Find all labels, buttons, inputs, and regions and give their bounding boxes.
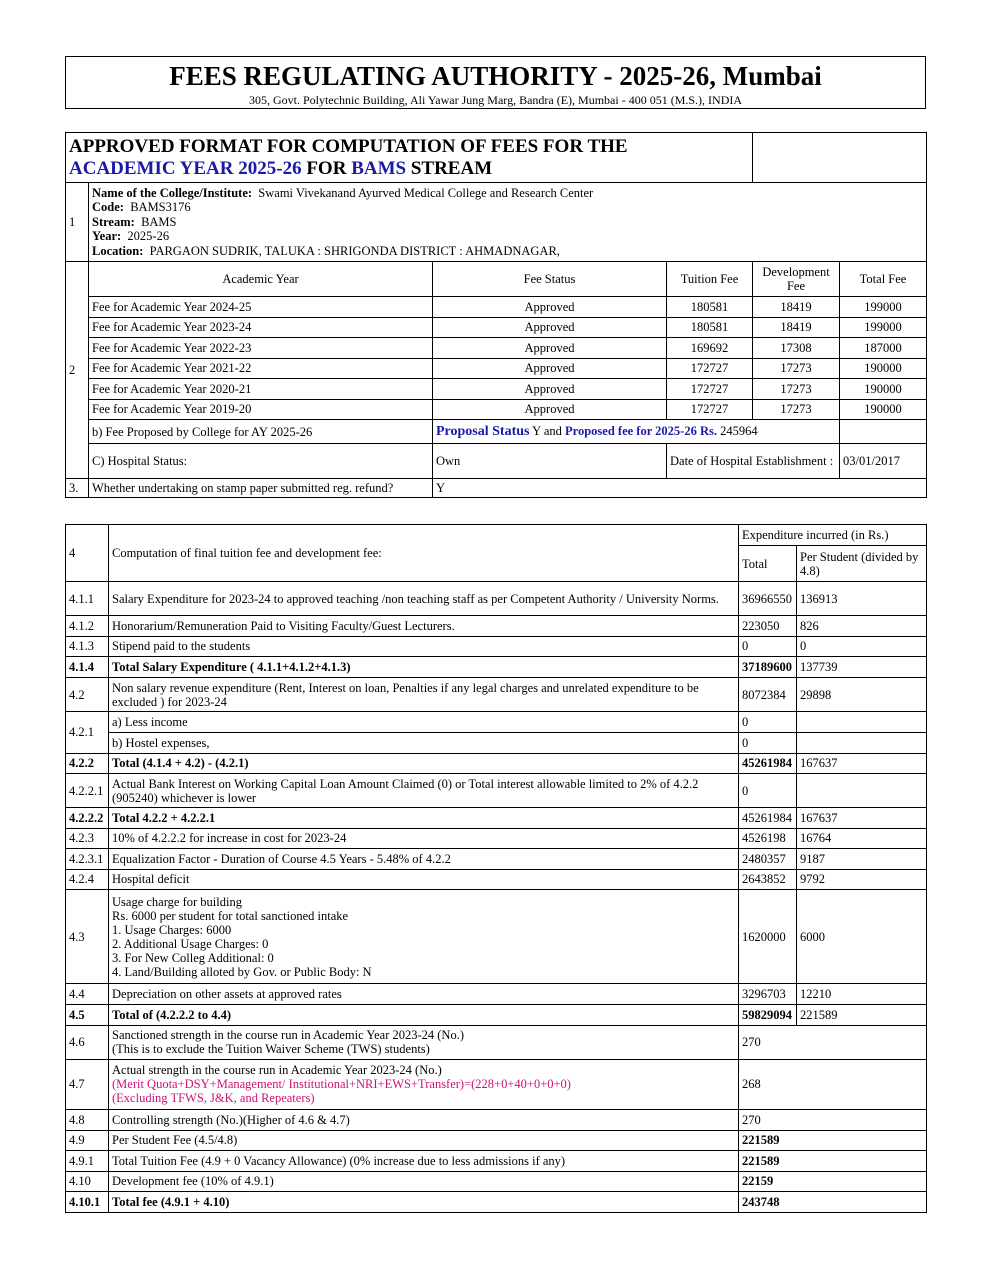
section-number: 1	[66, 183, 89, 262]
college-name: Swami Vivekanand Ayurved Medical College and Research Center	[258, 185, 594, 200]
format-title: APPROVED FORMAT FOR COMPUTATION OF FEES FOR THE ACADEMIC YEAR 2025-26 FOR BAMS STREAM	[66, 133, 753, 183]
total-header: Total	[739, 546, 797, 582]
proposal-status: Proposal Status Y and Proposed fee for 2025-26 Rs. 245964	[433, 420, 840, 444]
table-row: 4.10.1 Total fee (4.9.1 + 4.10) 243748	[66, 1192, 927, 1213]
table-row: b) Hostel expenses, 0	[66, 733, 927, 754]
table-row: 4.1.4 Total Salary Expenditure ( 4.1.1+4.1.2+4.1.3) 37189600 137739	[66, 657, 927, 678]
table-row: 4.9.1 Total Tuition Fee (4.9 + 0 Vacancy Allowance) (0% increase due to less admissions if any) 221589	[66, 1151, 927, 1172]
table-row: 4.4 Depreciation on other assets at approved rates 3296703 12210	[66, 984, 927, 1005]
proposed-fee-value: 245964	[716, 424, 758, 438]
format-title-blank	[753, 133, 927, 183]
hospital-date-label: Date of Hospital Establishment :	[667, 444, 840, 479]
col-header-fee-status: Fee Status	[433, 262, 667, 297]
table-row: 4.7 Actual strength in the course run in Academic Year 2023-24 (No.) (Merit Quota+DSY+Management/ Institutional+NRI+EWS+Transfer)=(228+0+40+0+0+0) (Excluding TFWS, J&K, and Repeaters) 268	[66, 1059, 927, 1109]
college-info: Name of the College/Institute: Swami Vivekanand Ayurved Medical College and Research Center Code: BAMS3176 Stream: BAMS Year: 2025-26 Location: PARGAON SUDRIK, TALUKA : SHRIGONDA DISTRICT : AHMADNAGAR,	[89, 183, 927, 262]
college-location: PARGAON SUDRIK, TALUKA : SHRIGONDA DISTRICT : AHMADNAGAR,	[149, 243, 560, 258]
per-student-header: Per Student (divided by 4.8)	[797, 546, 927, 582]
expenditure-header: Expenditure incurred (in Rs.)	[739, 525, 927, 546]
table-row: 4.1.1 Salary Expenditure for 2023-24 to approved teaching /non teaching staff as per Competent Authority / University Norms. 36966550 136913	[66, 582, 927, 616]
table-row: 4.9 Per Student Fee (4.5/4.8) 221589	[66, 1130, 927, 1151]
table-row: 4.2.3 10% of 4.2.2.2 for increase in cost for 2023-24 4526198 16764	[66, 828, 927, 849]
table-row: Fee for Academic Year 2020-21 Approved 172727 17273 190000	[66, 379, 927, 400]
table-row: 4.1.3 Stipend paid to the students 0 0	[66, 636, 927, 657]
proposed-fee-row: b) Fee Proposed by College for AY 2025-26 Proposal Status Y and Proposed fee for 2025-26 Rs. 245964	[66, 420, 927, 444]
hospital-status: Own	[433, 444, 667, 479]
college-stream: BAMS	[141, 214, 177, 229]
hospital-date: 03/01/2017	[840, 444, 927, 479]
header-box	[65, 56, 926, 109]
table-row: Fee for Academic Year 2021-22 Approved 172727 17273 190000	[66, 358, 927, 379]
undertaking-value: Y	[433, 479, 927, 498]
table-row: Fee for Academic Year 2022-23 Approved 169692 17308 187000	[66, 338, 927, 359]
table-row: 4.2.3.1 Equalization Factor - Duration of Course 4.5 Years - 5.48% of 4.2.2 2480357 9187	[66, 849, 927, 870]
computation-table	[65, 524, 927, 1213]
table-row: 4.8 Controlling strength (No.)(Higher of 4.6 & 4.7) 270	[66, 1109, 927, 1130]
table-row: 4.5 Total of (4.2.2.2 to 4.4) 59829094 221589	[66, 1004, 927, 1025]
table-row: Fee for Academic Year 2023-24 Approved 180581 18419 199000	[66, 317, 927, 338]
college-code: BAMS3176	[130, 200, 191, 215]
col-header-academic-year: Academic Year	[89, 262, 433, 297]
col-header-development-fee: Development Fee	[753, 262, 840, 297]
section-number: 2	[66, 262, 89, 479]
table-row: 4.2.2 Total (4.1.4 + 4.2) - (4.2.1) 45261984 167637	[66, 753, 927, 774]
col-header-tuition-fee: Tuition Fee	[667, 262, 753, 297]
header-address: 305, Govt. Polytechnic Building, Ali Yawar Jung Marg, Bandra (E), Mumbai - 400 051 (M.S.), INDIA	[248, 93, 743, 107]
table-row: 4.2 Non salary revenue expenditure (Rent, Interest on loan, Penalties if any legal charges and unrelated expenditure to be excluded ) for 2023-24 8072384 29898	[66, 678, 927, 712]
computation-label: Computation of final tuition fee and development fee:	[109, 525, 739, 582]
page-title: FEES REGULATING AUTHORITY - 2025-26, Mumbai	[169, 61, 822, 91]
table-row: 4.2.1 a) Less income 0	[66, 712, 927, 733]
table-row: 4.2.2.1 Actual Bank Interest on Working Capital Loan Amount Claimed (0) or Total interest allowable limited to 2% of 4.2.2 (905240) whichever is lower 0	[66, 774, 927, 808]
table-row: Fee for Academic Year 2019-20 Approved 172727 17273 190000	[66, 399, 927, 420]
table-row: 4.3 Usage charge for building Rs. 6000 per student for total sanctioned intake 1. Usage Charges: 6000 2. Additional Usage Charges: 0 3. For New Colleg Additional: 0 4. Land/Building alloted by Gov. or Public Body: N 1620000 6000	[66, 890, 927, 984]
table-row: Fee for Academic Year 2024-25 Approved 180581 18419 199000	[66, 297, 927, 318]
table-row: 4.1.2 Honorarium/Remuneration Paid to Visiting Faculty/Guest Lecturers. 223050 826	[66, 616, 927, 637]
section-number: 4	[66, 525, 109, 582]
undertaking-row: 3. Whether undertaking on stamp paper submitted reg. refund? Y	[66, 479, 927, 498]
table-row: 4.6 Sanctioned strength in the course run in Academic Year 2023-24 (No.) (This is to exclude the Tuition Waiver Scheme (TWS) students) 270	[66, 1025, 927, 1059]
fee-format-table	[65, 132, 927, 498]
table-row: 4.10 Development fee (10% of 4.9.1) 22159	[66, 1171, 927, 1192]
hospital-row: C) Hospital Status: Own Date of Hospital Establishment : 03/01/2017	[66, 444, 927, 479]
table-row: 4.2.4 Hospital deficit 2643852 9792	[66, 869, 927, 890]
usage-charge-desc: Usage charge for building Rs. 6000 per student for total sanctioned intake 1. Usage Charges: 6000 2. Additional Usage Charges: 0 3. For New Colleg Additional: 0 4. Land/Building alloted by Gov. or Public Body: N	[109, 890, 739, 984]
table-row: 4.2.2.2 Total 4.2.2 + 4.2.2.1 45261984 167637	[66, 808, 927, 829]
col-header-total-fee: Total Fee	[840, 262, 927, 297]
college-year: 2025-26	[127, 229, 170, 244]
